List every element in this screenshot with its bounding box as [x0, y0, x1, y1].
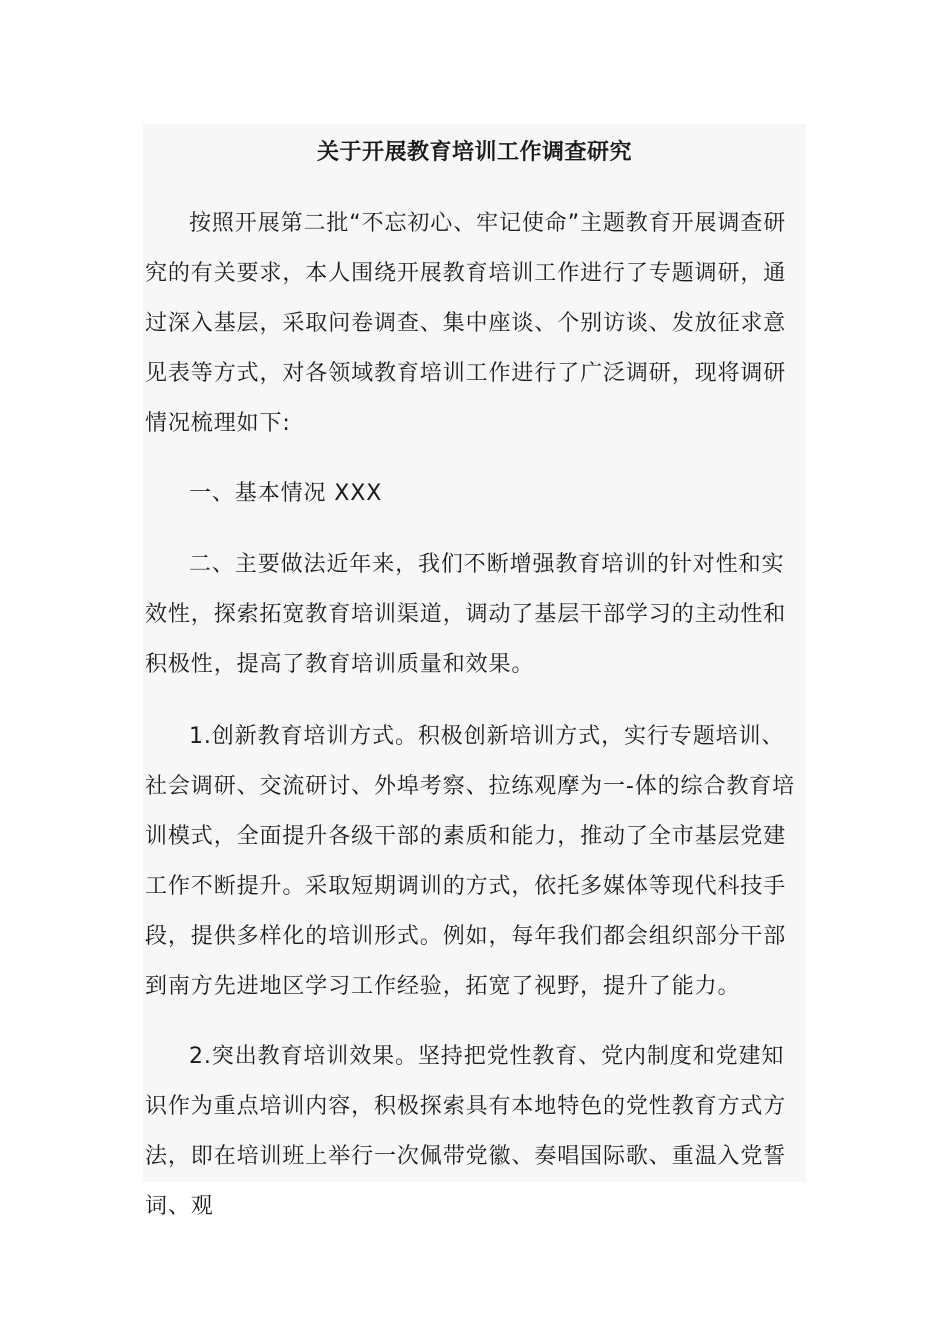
- paragraph-section-practices: 二、主要做法近年来，我们不断增强教育培训的针对性和实效性，探索拓宽教育培训渠道，调动了基层干部学习的主动性和积极性，提高了教育培训质量和效果。: [145, 552, 787, 677]
- paragraph-section-basic: 一、基本情况 XXX: [189, 481, 383, 506]
- document-title: 关于开展教育培训工作调查研究: [316, 140, 632, 165]
- paragraph-item-1: 1.创新教育培训方式。积极创新培训方式，实行专题培训、社会调研、交流研讨、外埠考察、拉练观摩为一-体的综合教育培训模式，全面提升各级干部的素质和能力，推动了全市基层党建工作不断提升。采取短期调训的方式，依托多媒体等现代科技手段，提供多样化的培训形式。例如，每年我们都会组织部分干部到南方先进地区学习工作经验，拓宽了视野，提升了能力。: [145, 724, 796, 999]
- paragraph-intro: 按照开展第二批“不忘初心、牢记使命”主题教育开展调查研究的有关要求，本人围绕开展教育培训工作进行了专题调研，通过深入基层，采取问卷调查、集中座谈、个别访谈、发放征求意见表等方式，对各领域教育培训工作进行了广泛调研，现将调研情况梳理如下:: [145, 211, 787, 436]
- paragraph-item-2: 2.突出教育培训效果。坚持把党性教育、党内制度和党建知识作为重点培训内容，积极探索具有本地特色的党性教育方式方法，即在培训班上举行一次佩带党徽、奏唱国际歌、重温入党誓词、观: [145, 1044, 787, 1219]
- document-page: [143, 124, 806, 1219]
